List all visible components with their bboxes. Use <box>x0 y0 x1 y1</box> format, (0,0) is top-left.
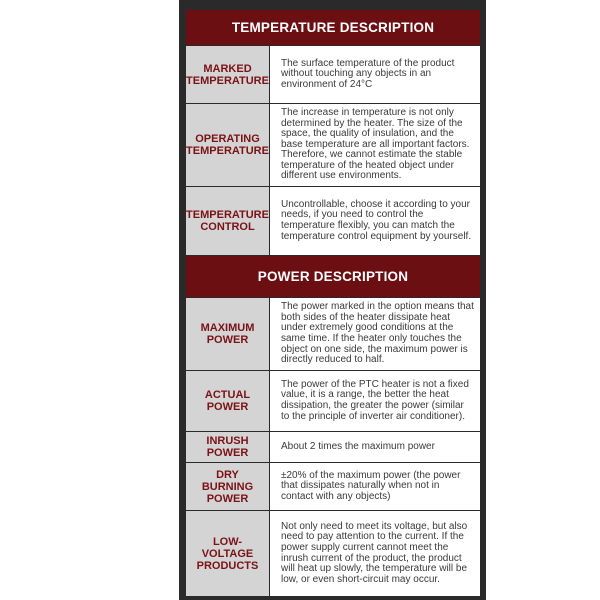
row-actual-power <box>186 370 480 431</box>
spec-sheet <box>179 0 486 600</box>
row-description: Not only need to meet its voltage, but also need to pay attention to the current. If the power supply current cannot meet the inrush current of the product, the product will heat up slowly, the temperature will be low, or even short-circuit may occur. <box>281 520 468 585</box>
row-label: MAXIMUM POWER <box>186 298 270 370</box>
row-description: ±20% of the maximum power (the power that dissipates naturally when not in contact with any objects) <box>281 469 461 502</box>
row-operating-temperature <box>186 103 480 186</box>
row-description: Uncontrollable, choose it according to your needs, if you need to control the temperature flexibly, you can match the temperature control equipment by yourself. <box>281 198 472 242</box>
row-label: MARKED TEMPERATURE <box>186 46 270 103</box>
row-marked-temperature <box>186 45 480 103</box>
row-description: The power of the PTC heater is not a fixed value, it is a range, the better the heat dissipation, the greater the power (similar to the principle of inverter air conditioner). <box>281 378 469 422</box>
row-description: The power marked in the option means that both sides of the heater dissipate heat under extremely good conditions at the same time. If the heater only touches the object on one side, the maximum power is directly reduced to half. <box>281 301 474 366</box>
row-label: ACTUAL POWER <box>186 371 270 431</box>
row-inrush-power <box>186 431 480 462</box>
row-temperature-control <box>186 186 480 255</box>
row-label: TEMPERATURE CONTROL <box>186 187 270 255</box>
row-label: OPERATING TEMPERATURE <box>186 104 270 186</box>
row-description: The increase in temperature is not only determined by the heater. The size of the space, the quality of insulation, and the base temperature are all important factors. Therefore, we cannot estimate the stable temperature of the heated object under different use environments. <box>281 106 470 182</box>
row-label: LOW-VOLTAGE PRODUCTS <box>186 511 270 596</box>
power-description-heading: POWER DESCRIPTION <box>186 255 480 297</box>
temperature-description-heading: TEMPERATURE DESCRIPTION <box>186 10 480 45</box>
row-label: INRUSH POWER <box>186 432 270 462</box>
row-description: The surface temperature of the product without touching any objects in an environment of 24°C <box>281 57 455 90</box>
row-dry-burning-power <box>186 462 480 510</box>
spec-table <box>186 10 480 596</box>
row-description: About 2 times the maximum power <box>281 440 435 452</box>
row-maximum-power <box>186 297 480 370</box>
row-label: DRY BURNING POWER <box>186 463 270 510</box>
row-low-voltage-products <box>186 510 480 596</box>
